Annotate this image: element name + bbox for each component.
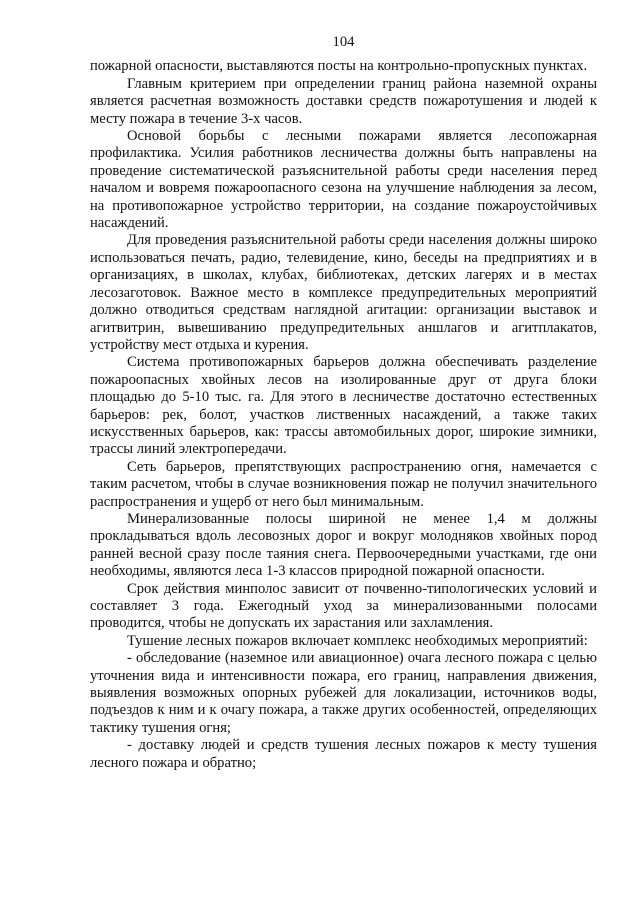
paragraph-fire-prevention: Основой борьбы с лесными пожарами является лесопожарная профилактика. Усилия работников лесничества должны быть направлены на проведение систематической разъяснительной работы среди населения перед началом и вовремя пожароопасного сезона на улучшение наблюдения за лесом, на противопожарное устройство территории, на создание пожароустойчивых насаждений. bbox=[90, 128, 597, 232]
list-item-inspection: - обследование (наземное или авиационное) очага лесного пожара с целью уточнения вида и интенсивности пожара, его границ, направления движения, выявления возможных опорных рубежей для локализации, источников воды, подъездов к ним и к очагу пожара, а также других особенностей, определяющих тактику тушения огня; bbox=[90, 650, 597, 736]
paragraph-fire-suppression-intro: Тушение лесных пожаров включает комплекс необходимых мероприятий: bbox=[127, 632, 588, 649]
paragraph-explanatory-work: Для проведения разъяснительной работы среди населения должны широко использоваться печать, радио, телевидение, кино, беседы на предприятиях и в организациях, в школах, клубах, библиотеках, детских лагерях и в местах лесозаготовок. Важное место в комплексе предупредительных мероприятий должно отводиться средствам наглядной агитации: организации выставок и агитвитрин, вывешиванию предупредительных аншлагов и агитплакатов, устройству мест отдыха и курения. bbox=[90, 232, 597, 353]
paragraph-mineralized-strips: Минерализованные полосы шириной не менее 1,4 м должны прокладываться вдоль лесовозных дорог и вокруг молодняков хвойных пород ранней весной сразу после таяния снега. Первоочередными участками, где они необходимы, являются леса 1-3 классов природной пожарной опасности. bbox=[90, 510, 597, 580]
paragraph-strip-lifetime: Срок действия минполос зависит от почвенно-типологических условий и составляет 3 года. Ежегодный уход за минерализованными полосами проводится, чтобы не допускать их зарастания или захламления. bbox=[90, 580, 597, 632]
document-page bbox=[90, 34, 597, 772]
paragraph-barrier-network: Сеть барьеров, препятствующих распространению огня, намечается с таким расчетом, чтобы в случае возникновения пожар не получил значительного распространения и ущерб от него был минимальным. bbox=[90, 458, 597, 510]
list-item-delivery: - доставку людей и средств тушения лесных пожаров к месту тушения лесного пожара и обратно; bbox=[90, 737, 597, 771]
paragraph-fire-barriers-system: Система противопожарных барьеров должна обеспечивать разделение пожароопасных хвойных лесов на изолированные друг от друга блоки площадью до 5-10 тыс. га. Для этого в лесничестве достаточно естественных барьеров: рек, болот, участков лиственных насаждений, а также таких искусственных барьеров, как: трассы автомобильных дорог, широкие зимники, трассы линий электропередачи. bbox=[90, 354, 597, 458]
paragraph-ground-protection-criterion: Главным критерием при определении границ района наземной охраны является расчетная возможность доставки средств пожаротушения и людей к месту пожара в течение 3-х часов. bbox=[90, 75, 597, 127]
paragraph-continuation: пожарной опасности, выставляются посты на контрольно-пропускных пунктах. bbox=[90, 58, 588, 75]
page-number: 104 bbox=[332, 34, 355, 50]
